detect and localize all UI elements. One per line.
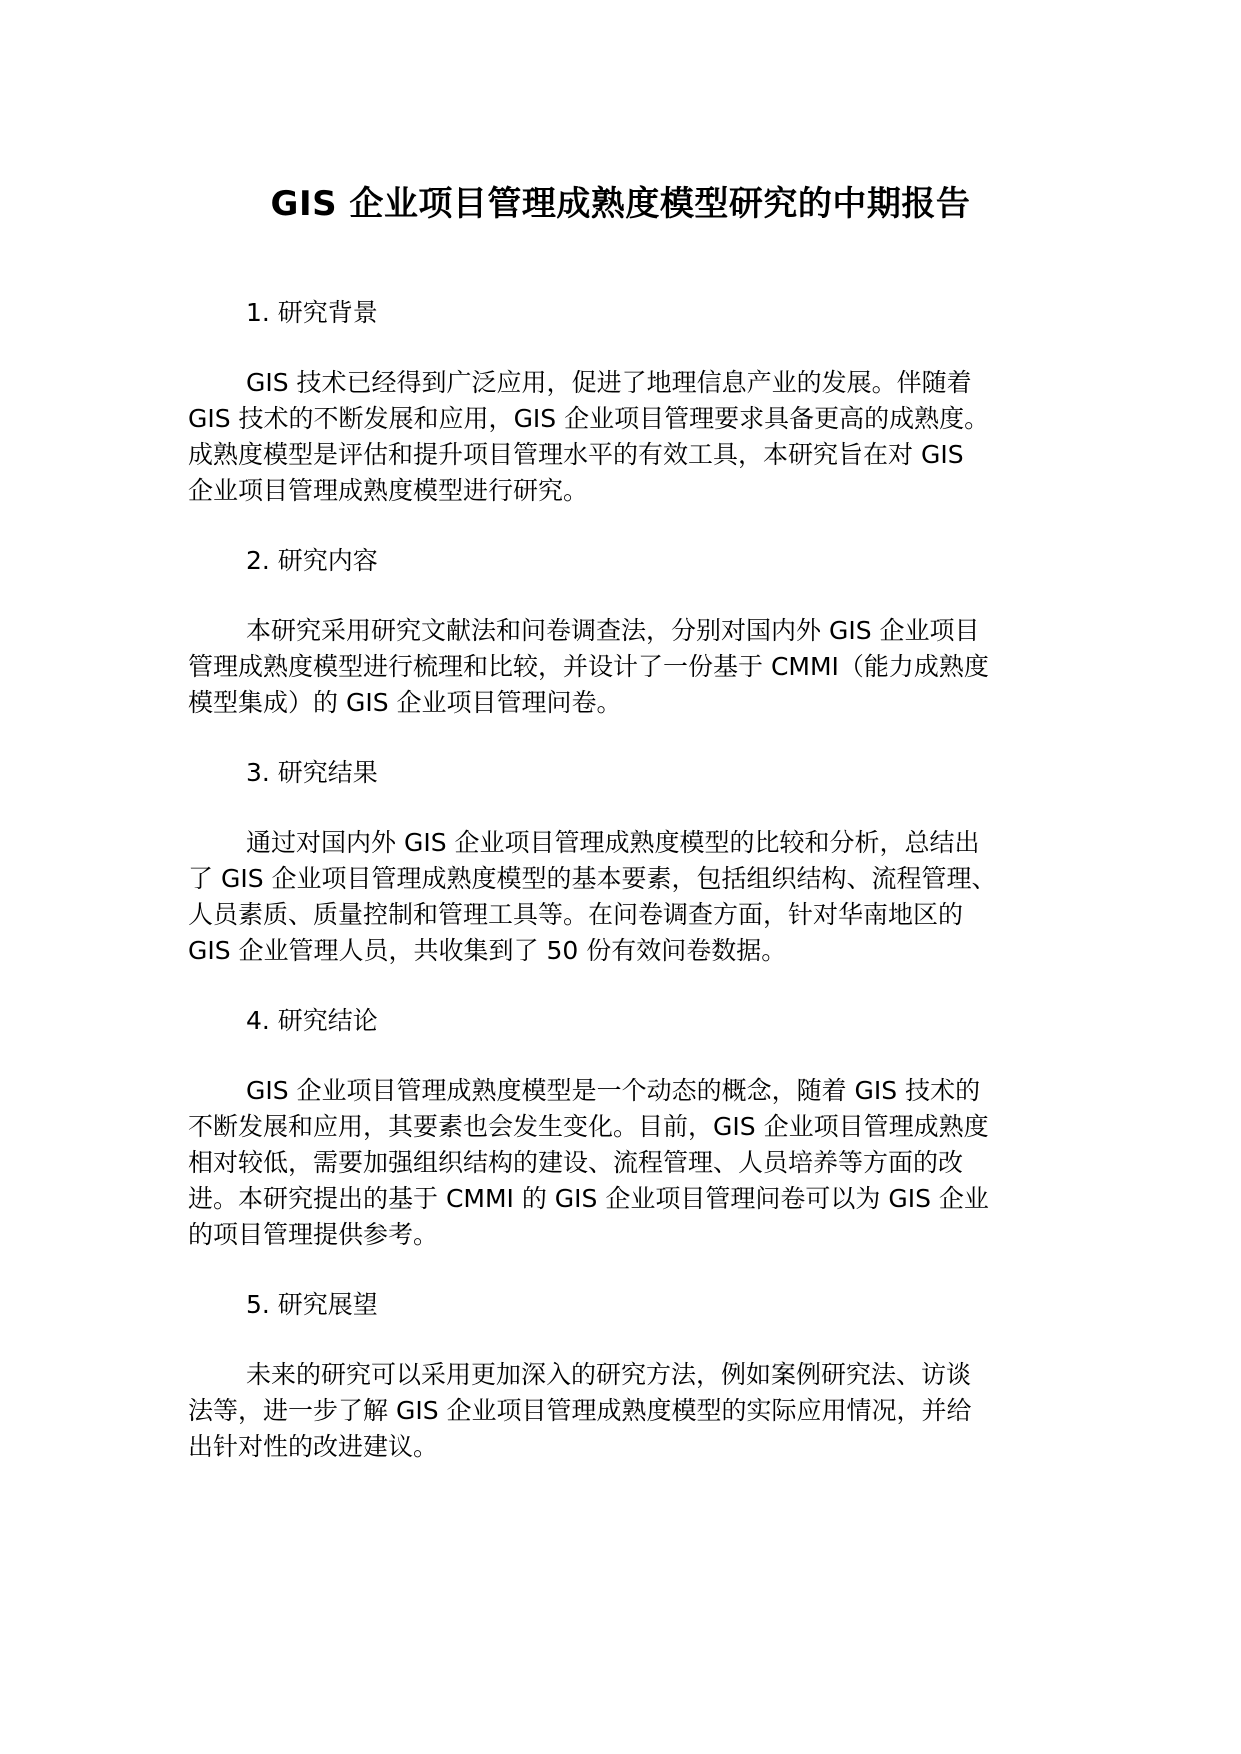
paragraph-line: 模型集成）的 GIS 企业项目管理问卷。 — [188, 688, 622, 717]
paragraph-line: 未来的研究可以采用更加深入的研究方法，例如案例研究法、访谈 — [246, 1360, 972, 1389]
paragraph-line: 企业项目管理成熟度模型进行研究。 — [188, 476, 589, 505]
section-heading-results: 3. 研究结果 — [246, 758, 378, 787]
paragraph-line: 出针对性的改进建议。 — [188, 1432, 439, 1461]
paragraph-line: 人员素质、质量控制和管理工具等。在问卷调查方面，针对华南地区的 — [188, 900, 964, 929]
paragraph-line: GIS 技术已经得到广泛应用，促进了地理信息产业的发展。伴随着 — [246, 368, 972, 397]
paragraph-line: 成熟度模型是评估和提升项目管理水平的有效工具，本研究旨在对 GIS — [188, 440, 964, 469]
paragraph-line: 的项目管理提供参考。 — [188, 1220, 439, 1249]
section-heading-outlook: 5. 研究展望 — [246, 1290, 378, 1319]
paragraph-line: 相对较低，需要加强组织结构的建设、流程管理、人员培养等方面的改 — [188, 1148, 964, 1177]
paragraph-line: 法等，进一步了解 GIS 企业项目管理成熟度模型的实际应用情况，并给 — [188, 1396, 972, 1425]
section-paragraph-background — [188, 365, 1068, 509]
paragraph-line: 进。本研究提出的基于 CMMI 的 GIS 企业项目管理问卷可以为 GIS 企业 — [188, 1184, 989, 1213]
paragraph-line: 了 GIS 企业项目管理成熟度模型的基本要素，包括组织结构、流程管理、 — [188, 864, 997, 893]
section-paragraph-results — [188, 825, 1068, 969]
paragraph-line: GIS 技术的不断发展和应用，GIS 企业项目管理要求具备更高的成熟度。 — [188, 404, 990, 433]
section-paragraph-conclusion — [188, 1073, 1068, 1253]
paragraph-line: GIS 企业管理人员，共收集到了 50 份有效问卷数据。 — [188, 936, 787, 965]
paragraph-line: GIS 企业项目管理成熟度模型是一个动态的概念，随着 GIS 技术的 — [246, 1076, 981, 1105]
section-heading-background: 1. 研究背景 — [246, 298, 378, 327]
document-title: GIS 企业项目管理成熟度模型研究的中期报告 — [270, 184, 971, 224]
document-body — [188, 295, 1068, 1499]
paragraph-line: 通过对国内外 GIS 企业项目管理成熟度模型的比较和分析，总结出 — [246, 828, 980, 857]
section-paragraph-content — [188, 613, 1068, 721]
section-heading-content: 2. 研究内容 — [246, 546, 378, 575]
section-heading-conclusion: 4. 研究结论 — [246, 1006, 378, 1035]
paragraph-line: 本研究采用研究文献法和问卷调查法，分别对国内外 GIS 企业项目 — [246, 616, 980, 645]
paragraph-line: 管理成熟度模型进行梳理和比较，并设计了一份基于 CMMI（能力成熟度 — [188, 652, 989, 681]
section-paragraph-outlook — [188, 1357, 1068, 1465]
paragraph-line: 不断发展和应用，其要素也会发生变化。目前，GIS 企业项目管理成熟度 — [188, 1112, 989, 1141]
